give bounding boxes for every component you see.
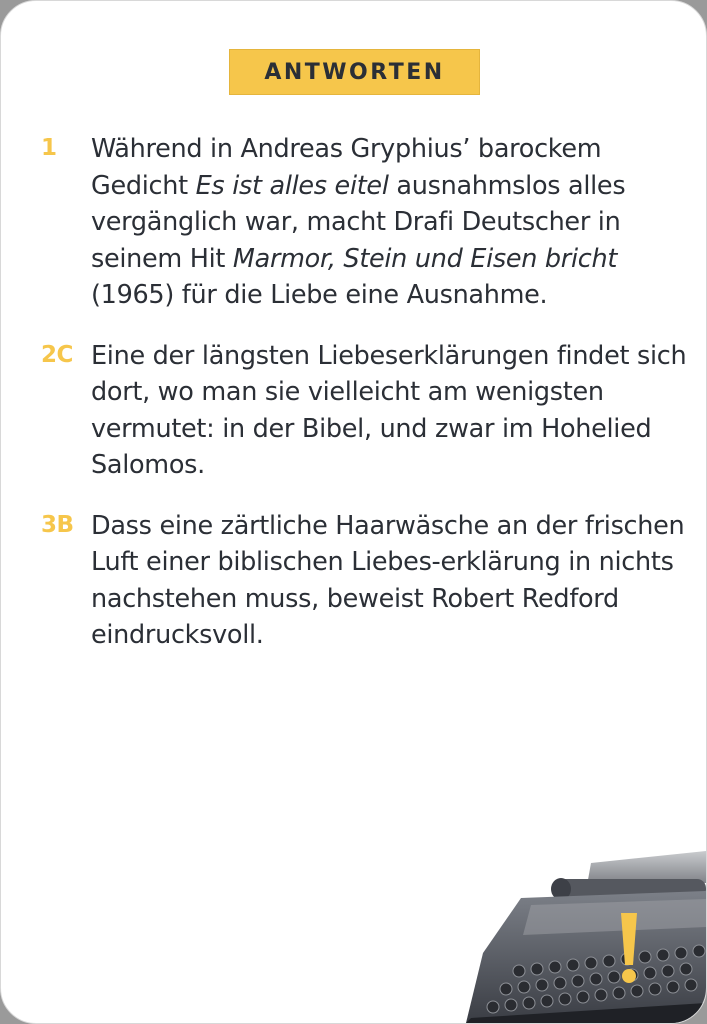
answers-list: [1, 131, 707, 678]
poem-title: Es ist alles eitel: [195, 170, 389, 201]
header-title: ANTWORTEN: [264, 59, 445, 85]
answer-text: [91, 131, 691, 314]
answer-text-segment: (1965) für die Liebe eine Ausnahme.: [91, 280, 548, 310]
answer-text: Eine der längsten Liebeserklärungen findet sich dort, wo man sie vielleicht am wenigsten vermutet: in der Bibel, und zwar im Hohelied Salomos.: [91, 340, 687, 480]
answer-item-2c: [1, 338, 707, 484]
answer-number: 1: [41, 135, 57, 161]
answer-item-1: [1, 131, 707, 314]
song-title: Marmor, Stein und Eisen bricht: [232, 243, 618, 274]
answer-text: Dass eine zärtliche Haarwäsche an der frischen Luft einer biblischen Liebes-erklärung in nichts nachstehen muss, beweist Robert Redford eindrucksvoll.: [91, 510, 685, 650]
answer-number: 2C: [41, 341, 73, 368]
answer-text-segment: Während in Andreas Gryphius’ barockem Gedicht: [91, 134, 602, 201]
answer-item-3b: [1, 508, 707, 654]
answer-text-segment: ausnahmslos alles vergänglich war, macht Drafi Deutscher in seinem Hit: [91, 170, 626, 274]
answer-number: 3B: [41, 511, 74, 538]
header-badge: [229, 49, 480, 95]
typewriter-icon: [461, 843, 706, 1023]
